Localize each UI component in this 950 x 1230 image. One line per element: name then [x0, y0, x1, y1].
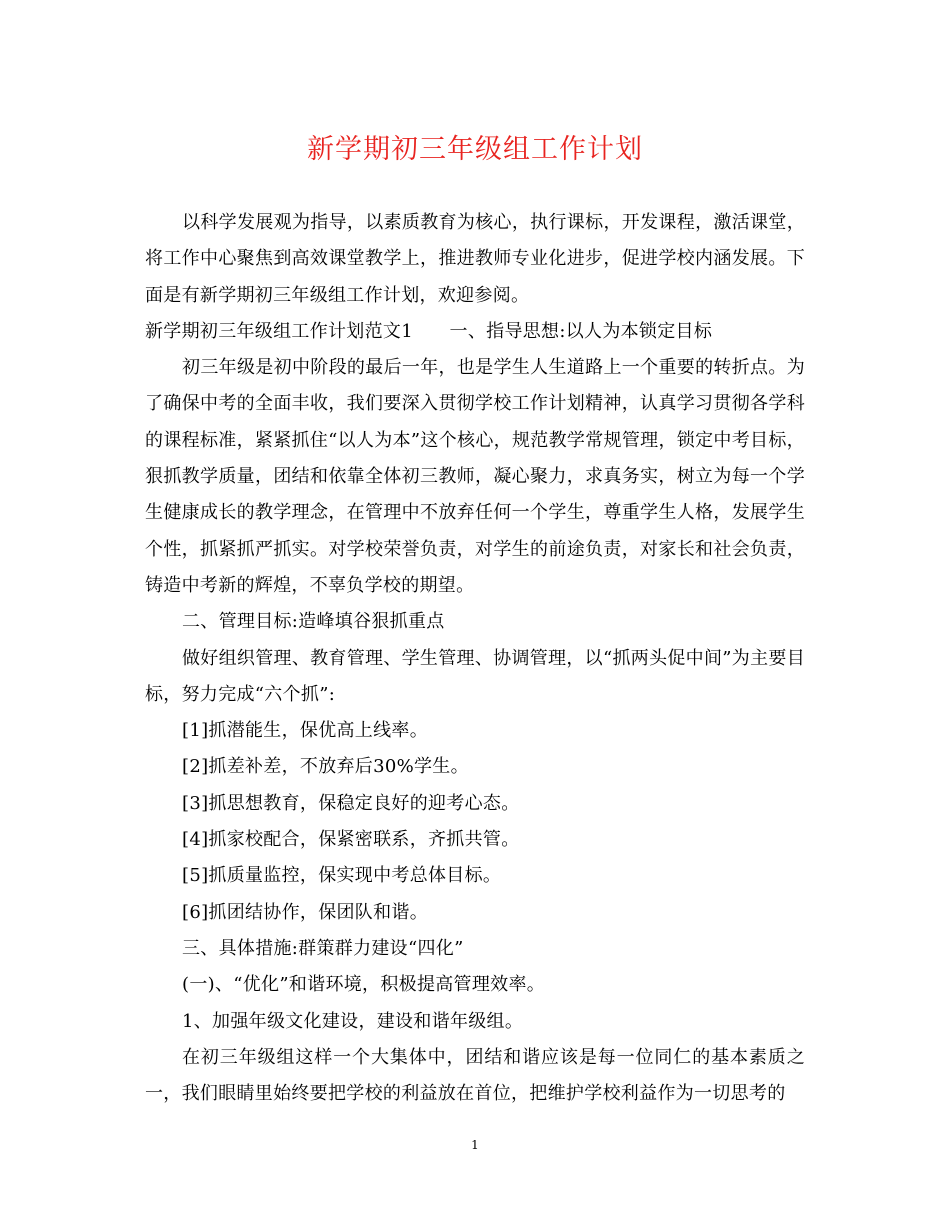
- section-line: 新学期初三年级组工作计划范文1 一、指导思想:以人为本锁定目标: [145, 320, 713, 342]
- heading-3: 三、具体措施:群策群力建设“四化”: [182, 937, 464, 959]
- list-item: [4]抓家校配合，保紧密联系，齐抓共管。: [182, 829, 520, 851]
- paragraph-1: 初三年级是初中阶段的最后一年，也是学生人生道路上一个重要的转折点。为了确保中考的全面丰收，我们要深入贯彻学校工作计划精神，认真学习贯彻各学科的课程标准，紧紧抓住“以人为本”这个核心，规范教学常规管理，锁定中考目标，狠抓教学质量，团结和依靠全体初三教师，凝心聚力，求真务实，树立为每一个学生健康成长的教学理念，在管理中不放弃任何一个学生，尊重学生人格，发展学生个性，抓紧抓严抓实。对学校荣誉负责，对学生的前途负责，对家长和社会负责，铸造中考新的辉煌，不辜负学校的期望。: [145, 357, 805, 596]
- document-body: [145, 205, 805, 1112]
- subheading-2: 1、加强年级文化建设，建设和谐年级组。: [182, 1010, 524, 1032]
- list-item: [3]抓思想教育，保稳定良好的迎考心态。: [182, 792, 520, 814]
- list-item: [2]抓差补差，不放弃后30%学生。: [182, 756, 469, 778]
- paragraph-3: 在初三年级组这样一个大集体中，团结和谐应该是每一位同仁的基本素质之一，我们眼睛里始终要把学校的利益放在首位，把维护学校利益作为一切思考的: [145, 1046, 805, 1105]
- heading-2: 二、管理目标:造峰填谷狠抓重点: [182, 611, 445, 633]
- subheading-1: (一)、“优化”和谐环境，积极提高管理效率。: [182, 974, 546, 996]
- intro-paragraph: 以科学发展观为指导，以素质教育为核心，执行课标，开发课程，激活课堂，将工作中心聚焦到高效课堂教学上，推进教师专业化进步，促进学校内涵发展。下面是有新学期初三年级组工作计划，欢迎参阅。: [145, 212, 805, 306]
- list-item: [5]抓质量监控，保实现中考总体目标。: [182, 865, 502, 887]
- page-number: 1: [471, 1138, 479, 1152]
- list-item: [1]抓潜能生，保优高上线率。: [182, 720, 428, 742]
- list-item: [6]抓团结协作，保团队和谐。: [182, 901, 428, 923]
- document-title: 新学期初三年级组工作计划: [307, 134, 643, 165]
- paragraph-2: 做好组织管理、教育管理、学生管理、协调管理，以“抓两头促中间”为主要目标，努力完成“六个抓”:: [145, 647, 805, 705]
